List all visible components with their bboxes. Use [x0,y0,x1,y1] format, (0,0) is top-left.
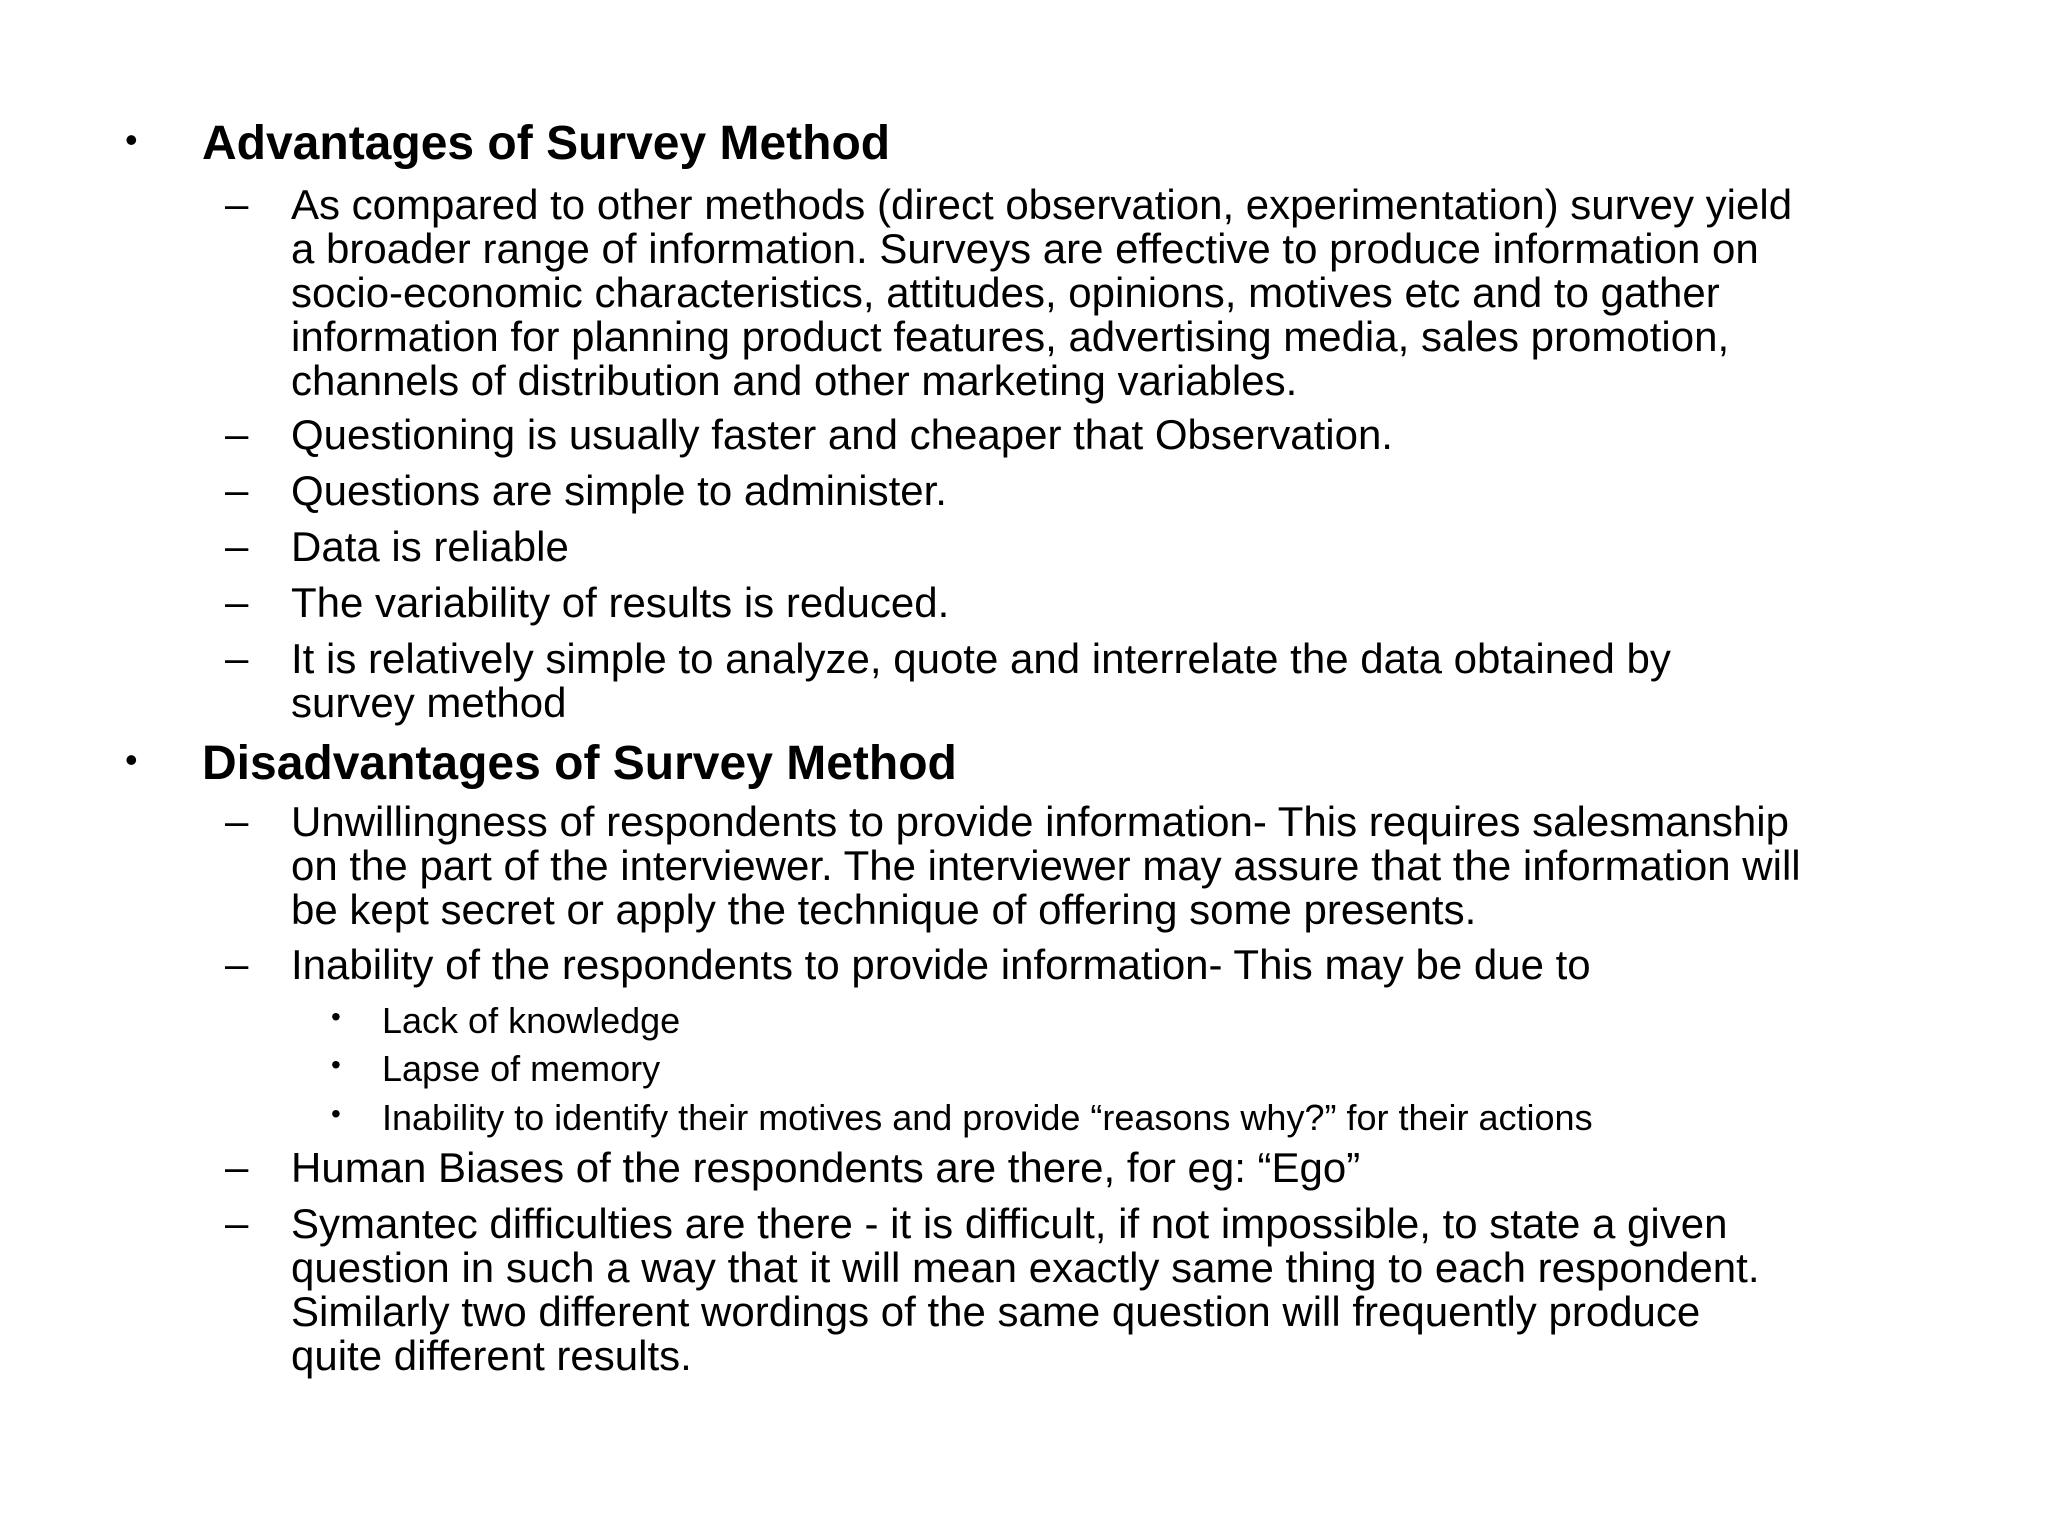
bullet-icon: • [125,119,138,160]
dash-icon: – [225,634,249,681]
dash-icon: – [225,466,249,513]
sub-item-text: Inability to identify their motives and provide “reasons why?” for their actions [382,1097,1593,1138]
bullet-icon: • [331,1001,341,1032]
item-text: Symantec difficulties are there - it is difficult, if not impossible, to state a given question in such a way that it will mean exactly same thing to each respondent. Similarly two different wordings of the same question will frequently produce quite different results. [291,1200,1760,1379]
dash-icon: – [225,578,249,625]
item-text: Unwillingness of respondents to provide information- This requires salesmanship on the part of the interviewer. The interviewer may assure that the information will be kept secret or apply the technique of offering some presents. [291,798,1801,933]
advantages-heading: Advantages of Survey Method [202,117,891,170]
dash-icon: – [225,940,249,987]
disadvantages-heading: Disadvantages of Survey Method [202,737,957,790]
item-text: Questioning is usually faster and cheaper that Observation. [291,411,1393,458]
item-text: As compared to other methods (direct observation, experimentation) survey yield a broader range of information. Surveys are effective to produce information on socio-economic characteristics, attitudes, opinions, motives etc and to gather information for planning product features, advertising media, sales promotion, channels of distribution and other marketing variables. [291,181,1793,404]
dash-icon: – [225,180,249,227]
dash-icon: – [225,1143,249,1190]
item-text: Data is reliable [291,523,569,570]
dash-icon: – [225,1199,249,1246]
dash-icon: – [225,410,249,457]
sub-item-text: Lapse of memory [382,1048,661,1089]
dash-icon: – [225,797,249,844]
item-text: Inability of the respondents to provide information- This may be due to [291,941,1591,988]
dash-icon: – [225,522,249,569]
bullet-icon: • [125,739,138,780]
bullet-icon: • [331,1098,341,1129]
item-text: It is relatively simple to analyze, quote and interrelate the data obtained by survey method [291,635,1671,726]
item-text: Human Biases of the respondents are there, for eg: “Ego” [291,1144,1361,1191]
item-text: Questions are simple to administer. [291,467,947,514]
item-text: The variability of results is reduced. [291,579,950,626]
bullet-icon: • [331,1049,341,1080]
sub-item-text: Lack of knowledge [382,1000,681,1041]
